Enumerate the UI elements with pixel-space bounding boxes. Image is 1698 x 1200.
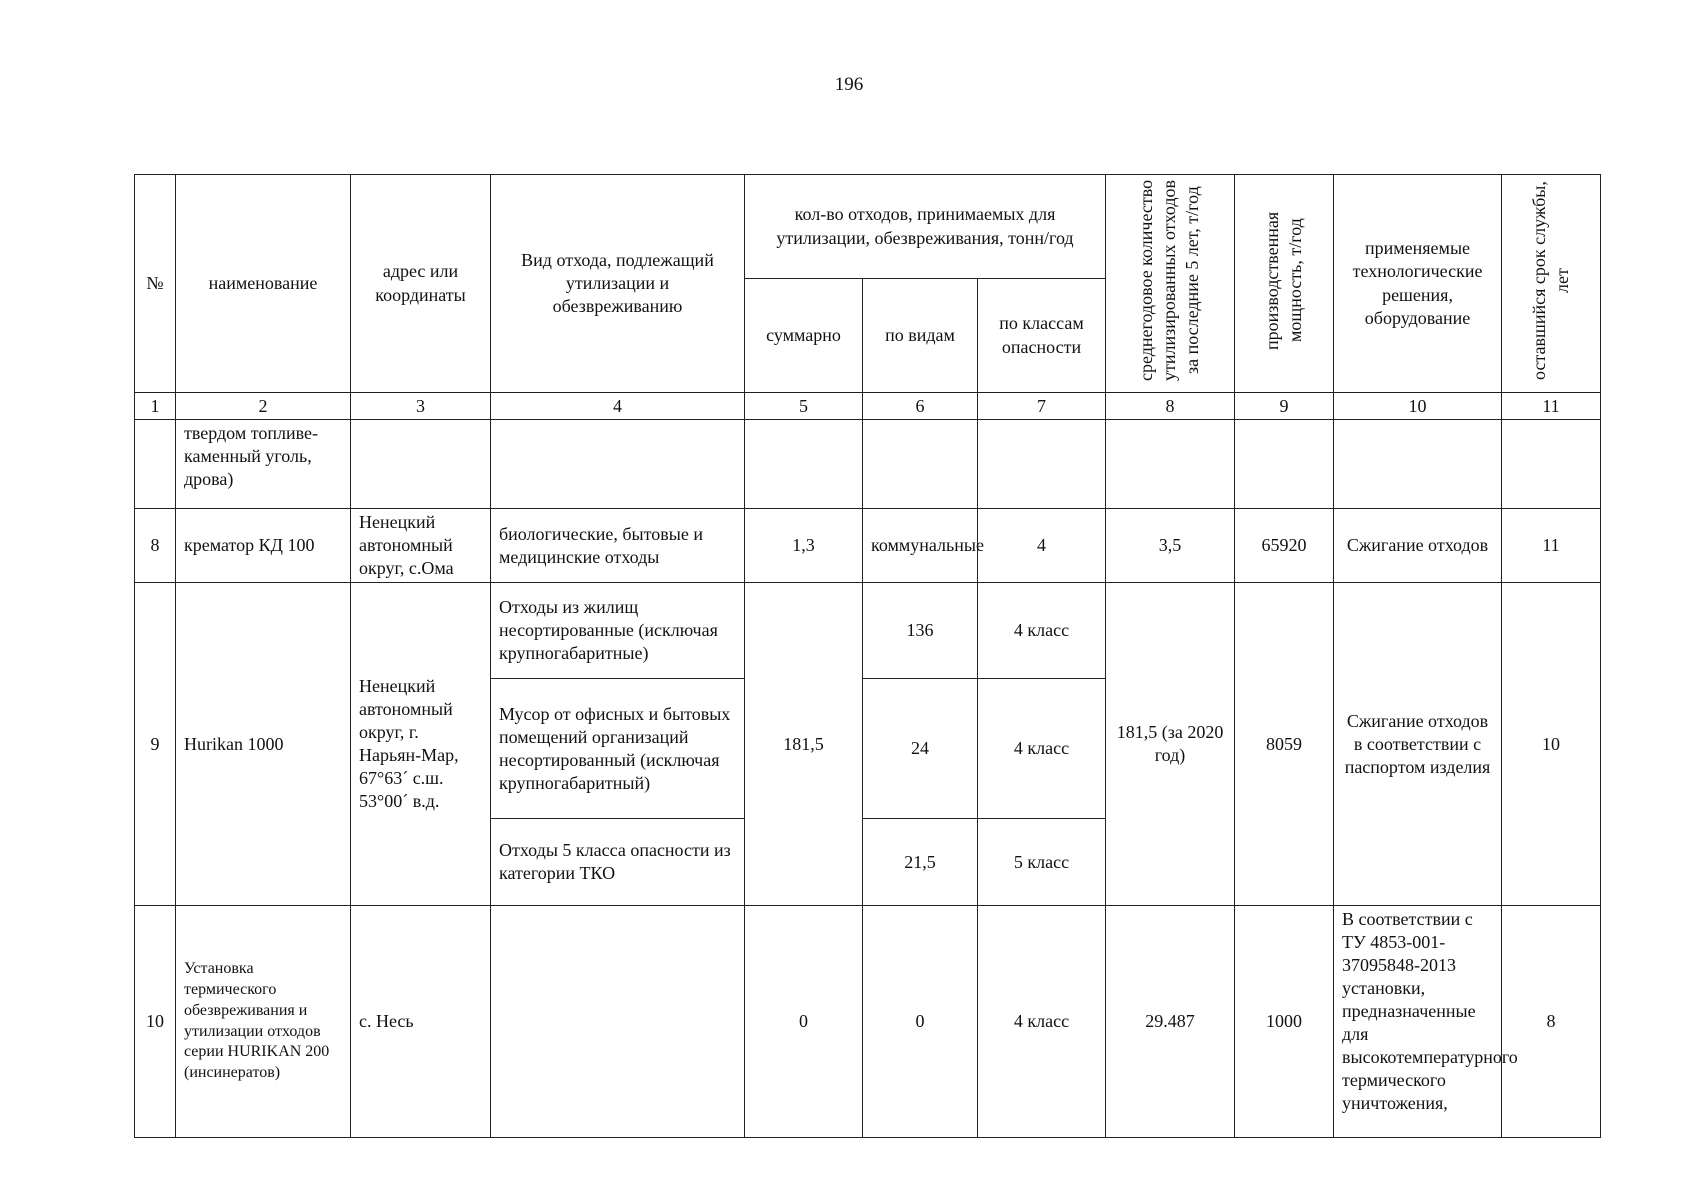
cell-empty (1334, 420, 1502, 509)
cell-by-class: 4 класс (978, 583, 1106, 679)
cell-waste-type: Отходы из жилищ несортированные (исключая крупногабаритные) (491, 583, 745, 679)
cell-empty (863, 420, 978, 509)
cell-name: твердом топливе-каменный уголь, дрова) (176, 420, 351, 509)
cell-empty (491, 420, 745, 509)
header-by-class: по классам опасности (978, 279, 1106, 393)
col-number: 1 (135, 393, 176, 420)
cell-service-life: 11 (1502, 509, 1601, 583)
waste-facilities-table (134, 174, 1601, 1138)
cell-empty (1106, 420, 1235, 509)
cell-by-type: 21,5 (863, 819, 978, 906)
header-total: суммарно (745, 279, 863, 393)
cell-name: Hurikan 1000 (176, 583, 351, 906)
header-service-life-text: оставшийся срок службы, лет (1528, 181, 1573, 380)
cell-address: с. Несь (351, 906, 491, 1138)
table-row-8 (135, 509, 1601, 583)
header-service-life (1502, 175, 1601, 393)
cell-average: 3,5 (1106, 509, 1235, 583)
header-waste-type: Вид отхода, подлежащий утилизации и обезвреживанию (491, 175, 745, 393)
cell-service-life: 8 (1502, 906, 1601, 1138)
cell-capacity: 65920 (1235, 509, 1334, 583)
cell-empty (1235, 420, 1334, 509)
cell-capacity: 8059 (1235, 583, 1334, 906)
cell-technology: Сжигание отходов в соответствии с паспортом изделия (1334, 583, 1502, 906)
cell-name: Установка термического обезвреживания и утилизации отходов серии HURIKAN 200 (инсинератов) (176, 906, 351, 1138)
table-row-9 (135, 583, 1601, 679)
cell-by-class: 4 класс (978, 679, 1106, 819)
cell-total: 1,3 (745, 509, 863, 583)
cell-service-life: 10 (1502, 583, 1601, 906)
col-number: 9 (1235, 393, 1334, 420)
cell-total: 0 (745, 906, 863, 1138)
header-no: № (135, 175, 176, 393)
col-number: 2 (176, 393, 351, 420)
col-number: 3 (351, 393, 491, 420)
col-number: 4 (491, 393, 745, 420)
header-by-type: по видам (863, 279, 978, 393)
header-amount-group: кол-во отходов, принимаемых для утилизации, обезвреживания, тонн/год (745, 175, 1106, 279)
col-number: 6 (863, 393, 978, 420)
header-row (135, 175, 1601, 279)
cell-by-type: 24 (863, 679, 978, 819)
cell-average: 29.487 (1106, 906, 1235, 1138)
cell-by-class: 4 класс (978, 906, 1106, 1138)
header-address: адрес или координаты (351, 175, 491, 393)
header-name: наименование (176, 175, 351, 393)
column-numbers-row (135, 393, 1601, 420)
header-capacity (1235, 175, 1334, 393)
cell-capacity: 1000 (1235, 906, 1334, 1138)
cell-average: 181,5 (за 2020 год) (1106, 583, 1235, 906)
header-technology: применяемые технологические решения, оборудование (1334, 175, 1502, 393)
col-number: 5 (745, 393, 863, 420)
cell-name: крематор КД 100 (176, 509, 351, 583)
cell-waste-type: Мусор от офисных и бытовых помещений организаций несортированный (исключая крупногабаритный) (491, 679, 745, 819)
cell-number: 8 (135, 509, 176, 583)
cell-empty (745, 420, 863, 509)
table-row-10 (135, 906, 1601, 1138)
col-number: 8 (1106, 393, 1235, 420)
header-capacity-text: производственная мощность, т/год (1261, 211, 1306, 350)
cell-by-type: коммунальные (863, 509, 978, 583)
cell-waste-type (491, 906, 745, 1138)
table-row-continuation (135, 420, 1601, 509)
cell-technology: В соответствии с ТУ 4853-001-37095848-2013 установки, предназначенные для высокотемпературного термического уничтожения, (1334, 906, 1502, 1138)
cell-empty (351, 420, 491, 509)
cell-waste-type: биологические, бытовые и медицинские отходы (491, 509, 745, 583)
col-number: 11 (1502, 393, 1601, 420)
cell-address: Ненецкий автономный округ, г. Нарьян-Мар, 67°63´ с.ш. 53°00´ в.д. (351, 583, 491, 906)
cell-empty (1502, 420, 1601, 509)
cell-by-class: 4 (978, 509, 1106, 583)
cell-technology: Сжигание отходов (1334, 509, 1502, 583)
col-number: 7 (978, 393, 1106, 420)
cell-number: 9 (135, 583, 176, 906)
page-number: 196 (834, 74, 864, 95)
cell-number: 10 (135, 906, 176, 1138)
cell-total: 181,5 (745, 583, 863, 906)
col-number: 10 (1334, 393, 1502, 420)
cell-empty (135, 420, 176, 509)
cell-by-class: 5 класс (978, 819, 1106, 906)
header-average (1106, 175, 1235, 393)
cell-empty (978, 420, 1106, 509)
cell-by-type: 0 (863, 906, 978, 1138)
cell-waste-type: Отходы 5 класса опасности из категории ТКО (491, 819, 745, 906)
header-average-text: среднегодовое количество утилизированных отходов за последние 5 лет, т/год (1136, 179, 1203, 382)
cell-address: Ненецкий автономный округ, с.Ома (351, 509, 491, 583)
cell-by-type: 136 (863, 583, 978, 679)
